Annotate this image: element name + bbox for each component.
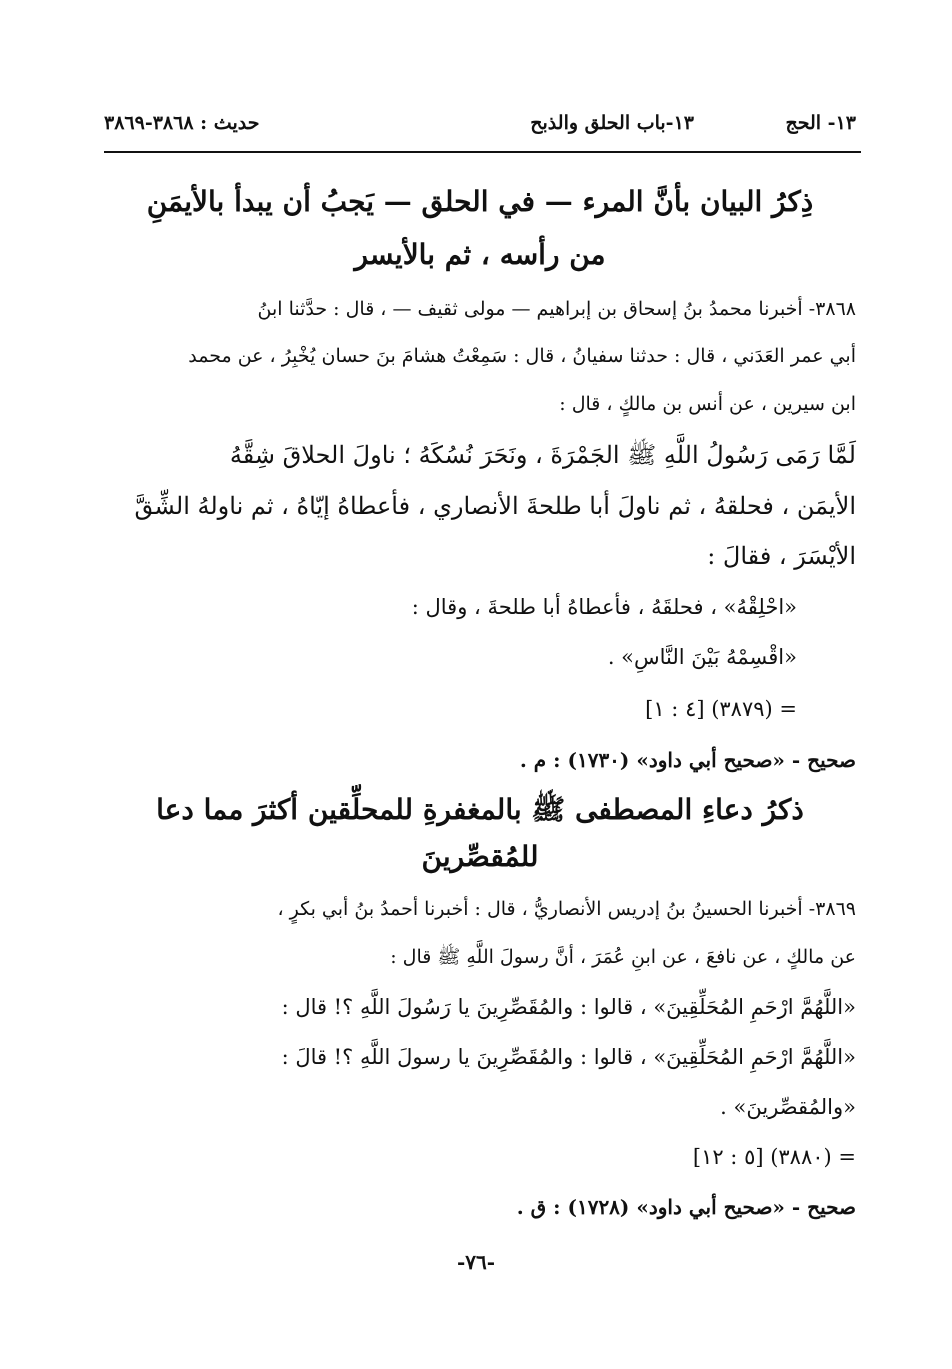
section-title: ذِكرُ البيان بأنَّ المرء — في الحلق — يَجبُ أن يبدأ بالأيمَنِ [146,185,814,218]
hadith-text-line: الأيمَن ، فحلقهُ ، ثم ناولَ أبا طلحةَ الأنصاري ، فأعطاهُ إيّاهُ ، ثم ناولهُ الشِّقَّ [134,492,856,520]
quote-line: «اقْسِمْهُ بَيْنَ النَّاسِ» . [607,645,797,669]
running-header-chapter: ١٣-باب الحلق والذبح [530,112,694,134]
narration-line: ابن سيرين ، عن أنس بن مالكٍ ، قال : [559,393,856,415]
quote-line: «احْلِقْهُ» ، فحلقَهُ ، فأعطاهُ أبا طلحةَ ، وقال : [411,595,797,619]
cross-reference: = (٣٨٧٩) [٤ : ١] [645,697,797,721]
header-rule [104,151,861,153]
grading-note: صحيح - «صحيح أبي داود» (١٧٢٨) : ق . [516,1195,856,1219]
running-header-hadith-range: حديث : ٣٨٦٨-٣٨٦٩ [104,112,260,134]
narration-line: عن مالكٍ ، عن نافعَ ، عن ابنِ عُمَرَ ، أنَّ رسولَ اللَّهِ ﷺ قال : [390,946,856,968]
section-title: من رأسه ، ثم بالأيسر [354,238,606,271]
hadith-text-line: الأيْسَرَ ، فقالَ : [707,542,856,570]
cross-reference: = (٣٨٨٠) [٥ : ١٢] [692,1145,856,1169]
running-header-book: ١٣- الحج [785,112,856,134]
page-number: -٧٦- [456,1250,496,1274]
hadith-text-line: لَمَّا رَمَى رَسُولُ اللَّهِ ﷺ الجَمْرَةَ ، ونَحَرَ نُسُكَهُ ؛ ناولَ الحلاقَ شِقَّهُ [229,441,856,469]
hadith-text-line: «والمُقصِّرينَ» . [720,1095,856,1119]
hadith-text-line: «اللَّهُمَّ ارْحَمِ المُحَلِّقِينَ» ، قالوا : والمُقَصِّرِينَ يا رَسُولَ اللَّهِ ؟! قال : [281,995,856,1019]
section-title: للمُقصِّرينَ [421,840,539,873]
narration-line: أبي عمر العَدَني ، قال : حدثنا سفيانُ ، قال : سَمِعْتُ هشامَ بنَ حسان يُخْبِرُ ، عن محمد [188,345,856,367]
narration-line: ٣٨٦٨- أخبرنا محمدُ بنُ إسحاق بن إبراهيم — مولى ثقيف — ، قال : حدَّثنا ابنُ [257,298,856,320]
hadith-text-line: «اللَّهُمَّ ارْحَمِ المُحَلِّقِينَ» ، قالوا : والمُقَصِّرِينَ يا رسولَ اللَّهِ ؟! قالَ : [281,1045,856,1069]
section-title: ذكرُ دعاءِ المصطفى ﷺ بالمغفرةِ للمحلِّقين أكثرَ مما دعا [156,793,804,826]
narration-line: ٣٨٦٩- أخبرنا الحسينُ بنُ إدريس الأنصاريُّ ، قال : أخبرنا أحمدُ بنُ أبي بكرٍ ، [277,898,856,920]
grading-note: صحيح - «صحيح أبي داود» (١٧٣٠) : م . [519,748,856,772]
